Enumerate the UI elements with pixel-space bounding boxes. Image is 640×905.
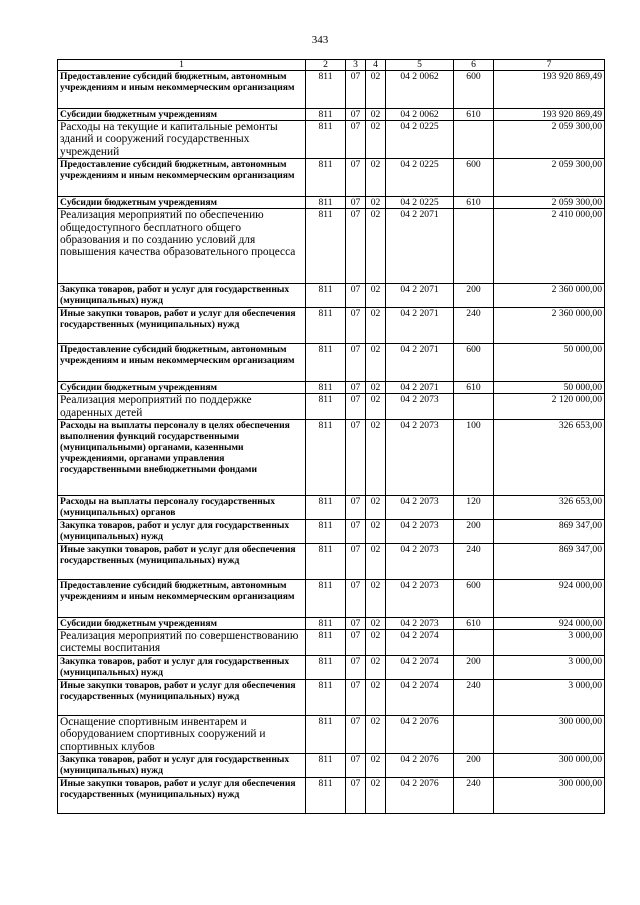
row-target-article: 04 2 2071 [386,382,454,394]
row-expense-type: 610 [454,618,494,630]
row-section-code: 07 [346,655,366,679]
table-row [58,344,605,382]
row-target-article: 04 2 2073 [386,496,454,520]
row-subsection-code: 02 [366,544,386,580]
row-ministry-code: 811 [306,520,346,544]
row-name: Предоставление субсидий бюджетным, автономным учреждениям и иным некоммерческим организациям [58,71,306,109]
row-name: Расходы на выплаты персоналу государственных (муниципальных) органов [58,496,306,520]
table-row [58,679,605,715]
table-row [58,618,605,630]
row-target-article: 04 2 2073 [386,394,454,420]
table-row [58,496,605,520]
row-name: Субсидии бюджетным учреждениям [58,618,306,630]
row-target-article: 04 2 2071 [386,284,454,308]
row-amount: 3 000,00 [494,655,605,679]
row-ministry-code: 811 [306,394,346,420]
row-amount: 924 000,00 [494,618,605,630]
table-row [58,209,605,284]
column-header-5: 5 [386,60,454,71]
row-amount: 924 000,00 [494,580,605,618]
row-ministry-code: 811 [306,496,346,520]
row-amount: 2 360 000,00 [494,308,605,344]
column-header-3: 3 [346,60,366,71]
row-target-article: 04 2 2074 [386,655,454,679]
row-subsection-code: 02 [366,121,386,159]
row-name: Иные закупки товаров, работ и услуг для обеспечения государственных (муниципальных) нужд [58,679,306,715]
column-header-1: 1 [58,60,306,71]
row-amount: 869 347,00 [494,520,605,544]
row-name: Иные закупки товаров, работ и услуг для обеспечения государственных (муниципальных) нужд [58,544,306,580]
row-amount: 326 653,00 [494,496,605,520]
row-target-article: 04 2 2071 [386,308,454,344]
row-subsection-code: 02 [366,754,386,778]
table-row [58,420,605,496]
row-section-code: 07 [346,496,366,520]
row-expense-type: 240 [454,778,494,814]
row-name: Реализация мероприятий по обеспечению общедоступного бесплатного общего образования и по созданию условий для повышения качества образовательного процесса [58,209,306,284]
row-name: Закупка товаров, работ и услуг для государственных (муниципальных) нужд [58,520,306,544]
row-target-article: 04 2 2073 [386,580,454,618]
row-amount: 2 059 300,00 [494,121,605,159]
row-name: Расходы на текущие и капитальные ремонты зданий и сооружений государственных учреждений [58,121,306,159]
row-subsection-code: 02 [366,209,386,284]
row-expense-type [454,630,494,656]
row-name: Субсидии бюджетным учреждениям [58,197,306,209]
row-target-article: 04 2 2071 [386,344,454,382]
row-expense-type: 120 [454,496,494,520]
table-row [58,71,605,109]
row-name: Иные закупки товаров, работ и услуг для обеспечения государственных (муниципальных) нужд [58,778,306,814]
table-row [58,630,605,656]
table-row [58,382,605,394]
row-name: Предоставление субсидий бюджетным, автономным учреждениям и иным некоммерческим организациям [58,159,306,197]
row-section-code: 07 [346,420,366,496]
row-ministry-code: 811 [306,655,346,679]
row-ministry-code: 811 [306,109,346,121]
row-expense-type [454,394,494,420]
row-subsection-code: 02 [366,679,386,715]
row-subsection-code: 02 [366,715,386,753]
row-ministry-code: 811 [306,715,346,753]
row-section-code: 07 [346,159,366,197]
row-expense-type: 600 [454,71,494,109]
row-ministry-code: 811 [306,71,346,109]
row-amount: 2 059 300,00 [494,197,605,209]
row-ministry-code: 811 [306,580,346,618]
table-row [58,197,605,209]
row-section-code: 07 [346,778,366,814]
row-ministry-code: 811 [306,382,346,394]
row-section-code: 07 [346,520,366,544]
table-row [58,159,605,197]
row-section-code: 07 [346,618,366,630]
row-section-code: 07 [346,71,366,109]
row-section-code: 07 [346,284,366,308]
row-amount: 3 000,00 [494,679,605,715]
row-expense-type [454,209,494,284]
row-target-article: 04 2 0062 [386,109,454,121]
table-header-row [58,60,605,71]
row-name: Субсидии бюджетным учреждениям [58,382,306,394]
row-section-code: 07 [346,580,366,618]
row-amount: 2 120 000,00 [494,394,605,420]
row-expense-type: 240 [454,679,494,715]
row-section-code: 07 [346,121,366,159]
row-name: Закупка товаров, работ и услуг для государственных (муниципальных) нужд [58,284,306,308]
row-ministry-code: 811 [306,159,346,197]
column-header-7: 7 [494,60,605,71]
row-section-code: 07 [346,679,366,715]
row-ministry-code: 811 [306,308,346,344]
row-section-code: 07 [346,754,366,778]
row-target-article: 04 2 2076 [386,754,454,778]
row-section-code: 07 [346,394,366,420]
row-expense-type [454,121,494,159]
row-amount: 193 920 869,49 [494,71,605,109]
row-target-article: 04 2 2071 [386,209,454,284]
table-row [58,580,605,618]
row-target-article: 04 2 2074 [386,630,454,656]
row-subsection-code: 02 [366,520,386,544]
row-name: Предоставление субсидий бюджетным, автономным учреждениям и иным некоммерческим организациям [58,344,306,382]
column-header-6: 6 [454,60,494,71]
row-amount: 3 000,00 [494,630,605,656]
row-subsection-code: 02 [366,778,386,814]
row-subsection-code: 02 [366,284,386,308]
row-expense-type: 200 [454,754,494,778]
row-expense-type: 610 [454,382,494,394]
row-name: Реализация мероприятий по поддержке одаренных детей [58,394,306,420]
row-target-article: 04 2 2073 [386,618,454,630]
row-target-article: 04 2 0225 [386,121,454,159]
row-ministry-code: 811 [306,630,346,656]
table-row [58,715,605,753]
row-amount: 326 653,00 [494,420,605,496]
row-ministry-code: 811 [306,778,346,814]
row-amount: 2 360 000,00 [494,284,605,308]
table-row [58,308,605,344]
row-subsection-code: 02 [366,382,386,394]
row-name: Закупка товаров, работ и услуг для государственных (муниципальных) нужд [58,655,306,679]
row-expense-type: 200 [454,520,494,544]
row-subsection-code: 02 [366,420,386,496]
row-section-code: 07 [346,544,366,580]
row-amount: 300 000,00 [494,754,605,778]
row-name: Реализация мероприятий по совершенствованию системы воспитания [58,630,306,656]
row-expense-type: 100 [454,420,494,496]
table-row [58,109,605,121]
page-number: 343 [311,34,329,46]
row-amount: 2 410 000,00 [494,209,605,284]
table-row [58,778,605,814]
table-row [58,284,605,308]
row-target-article: 04 2 0062 [386,71,454,109]
row-target-article: 04 2 0225 [386,159,454,197]
table-row [58,544,605,580]
row-amount: 50 000,00 [494,382,605,394]
row-target-article: 04 2 2074 [386,679,454,715]
row-section-code: 07 [346,715,366,753]
row-expense-type: 610 [454,109,494,121]
row-ministry-code: 811 [306,420,346,496]
column-header-4: 4 [366,60,386,71]
row-ministry-code: 811 [306,209,346,284]
row-ministry-code: 811 [306,284,346,308]
row-subsection-code: 02 [366,496,386,520]
row-subsection-code: 02 [366,71,386,109]
row-amount: 300 000,00 [494,778,605,814]
budget-table [57,59,605,814]
row-section-code: 07 [346,197,366,209]
row-ministry-code: 811 [306,544,346,580]
row-target-article: 04 2 0225 [386,197,454,209]
row-section-code: 07 [346,308,366,344]
row-ministry-code: 811 [306,344,346,382]
row-expense-type: 240 [454,544,494,580]
row-subsection-code: 02 [366,630,386,656]
row-name: Иные закупки товаров, работ и услуг для обеспечения государственных (муниципальных) нужд [58,308,306,344]
row-expense-type: 240 [454,308,494,344]
row-target-article: 04 2 2073 [386,544,454,580]
row-section-code: 07 [346,630,366,656]
row-subsection-code: 02 [366,159,386,197]
row-ministry-code: 811 [306,121,346,159]
row-subsection-code: 02 [366,580,386,618]
row-amount: 193 920 869,49 [494,109,605,121]
row-target-article: 04 2 2073 [386,420,454,496]
row-subsection-code: 02 [366,109,386,121]
row-ministry-code: 811 [306,754,346,778]
row-subsection-code: 02 [366,197,386,209]
row-target-article: 04 2 2076 [386,778,454,814]
row-amount: 300 000,00 [494,715,605,753]
row-name: Предоставление субсидий бюджетным, автономным учреждениям и иным некоммерческим организациям [58,580,306,618]
table-row [58,520,605,544]
row-section-code: 07 [346,344,366,382]
row-expense-type: 200 [454,655,494,679]
column-header-2: 2 [306,60,346,71]
row-target-article: 04 2 2073 [386,520,454,544]
row-section-code: 07 [346,109,366,121]
row-expense-type: 200 [454,284,494,308]
row-target-article: 04 2 2076 [386,715,454,753]
row-expense-type: 610 [454,197,494,209]
row-amount: 50 000,00 [494,344,605,382]
table-row [58,394,605,420]
table-row [58,655,605,679]
row-name: Расходы на выплаты персоналу в целях обеспечения выполнения функций государственными (муниципальными) органами, казенными учреждениями, органами управления государственными внебюджетными фондами [58,420,306,496]
row-ministry-code: 811 [306,618,346,630]
row-subsection-code: 02 [366,618,386,630]
row-name: Субсидии бюджетным учреждениям [58,109,306,121]
row-name: Закупка товаров, работ и услуг для государственных (муниципальных) нужд [58,754,306,778]
row-expense-type: 600 [454,580,494,618]
row-expense-type: 600 [454,344,494,382]
row-amount: 869 347,00 [494,544,605,580]
row-ministry-code: 811 [306,679,346,715]
row-ministry-code: 811 [306,197,346,209]
row-name: Оснащение спортивным инвентарем и оборудованием спортивных сооружений и спортивных клубов [58,715,306,753]
row-section-code: 07 [346,382,366,394]
row-subsection-code: 02 [366,394,386,420]
table-row [58,754,605,778]
row-section-code: 07 [346,209,366,284]
row-subsection-code: 02 [366,344,386,382]
row-expense-type: 600 [454,159,494,197]
row-amount: 2 059 300,00 [494,159,605,197]
row-subsection-code: 02 [366,655,386,679]
row-expense-type [454,715,494,753]
row-subsection-code: 02 [366,308,386,344]
table-row [58,121,605,159]
